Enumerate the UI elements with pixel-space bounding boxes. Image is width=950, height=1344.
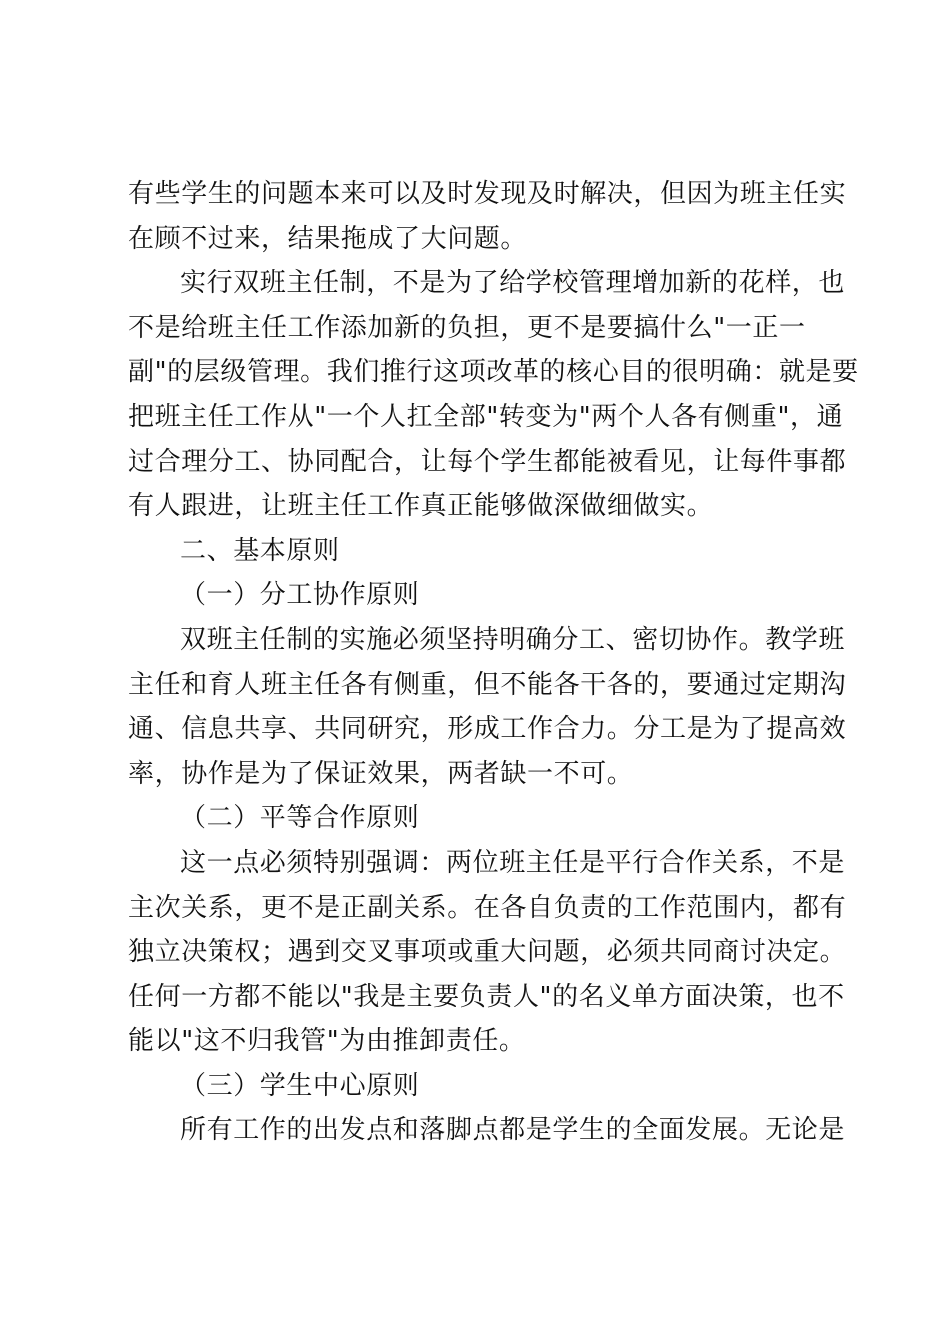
- paragraph-start-line: 双班主任制的实施必须坚持明确分工、密切协作。教学班: [180, 624, 846, 655]
- text-line: 能以"这不归我管"为由推卸责任。: [128, 1026, 526, 1057]
- text-line: 把班主任工作从"一个人扛全部"转变为"两个人各有侧重"，通: [128, 401, 844, 432]
- subsection-heading: （一）分工协作原则: [180, 580, 420, 611]
- paragraph-start-line: 实行双班主任制，不是为了给学校管理增加新的花样，也: [180, 268, 846, 299]
- paragraph-start-line: 这一点必须特别强调：两位班主任是平行合作关系，不是: [180, 847, 846, 878]
- document-page: [128, 172, 859, 1153]
- text-line: 副"的层级管理。我们推行这项改革的核心目的很明确：就是要: [128, 357, 859, 388]
- text-line: 有些学生的问题本来可以及时发现及时解决，但因为班主任实: [128, 179, 847, 209]
- text-line: 不是给班主任工作添加新的负担，更不是要搞什么"一正一: [128, 312, 806, 343]
- text-line: 在顾不过来，结果拖成了大问题。: [128, 223, 528, 254]
- text-line: 通、信息共享、共同研究，形成工作合力。分工是为了提高效: [128, 714, 847, 745]
- text-line: 任何一方都不能以"我是主要负责人"的名义单方面决策，也不: [128, 981, 845, 1012]
- section-heading: 二、基本原则: [180, 535, 340, 566]
- subsection-heading: （二）平等合作原则: [180, 803, 420, 834]
- text-line: 独立决策权；遇到交叉事项或重大问题，必须共同商讨决定。: [128, 937, 847, 968]
- text-line: 率，协作是为了保证效果，两者缺一不可。: [128, 758, 634, 789]
- text-line: 主任和育人班主任各有侧重，但不能各干各的，要通过定期沟: [128, 669, 847, 700]
- text-line: 有人跟进，让班主任工作真正能够做深做细做实。: [128, 491, 714, 522]
- text-line: 过合理分工、协同配合，让每个学生都能被看见，让每件事都: [128, 446, 847, 477]
- text-line: 主次关系，更不是正副关系。在各自负责的工作范围内，都有: [128, 892, 847, 923]
- paragraph-start-line: 所有工作的出发点和落脚点都是学生的全面发展。无论是: [180, 1115, 846, 1146]
- subsection-heading: （三）学生中心原则: [180, 1070, 420, 1101]
